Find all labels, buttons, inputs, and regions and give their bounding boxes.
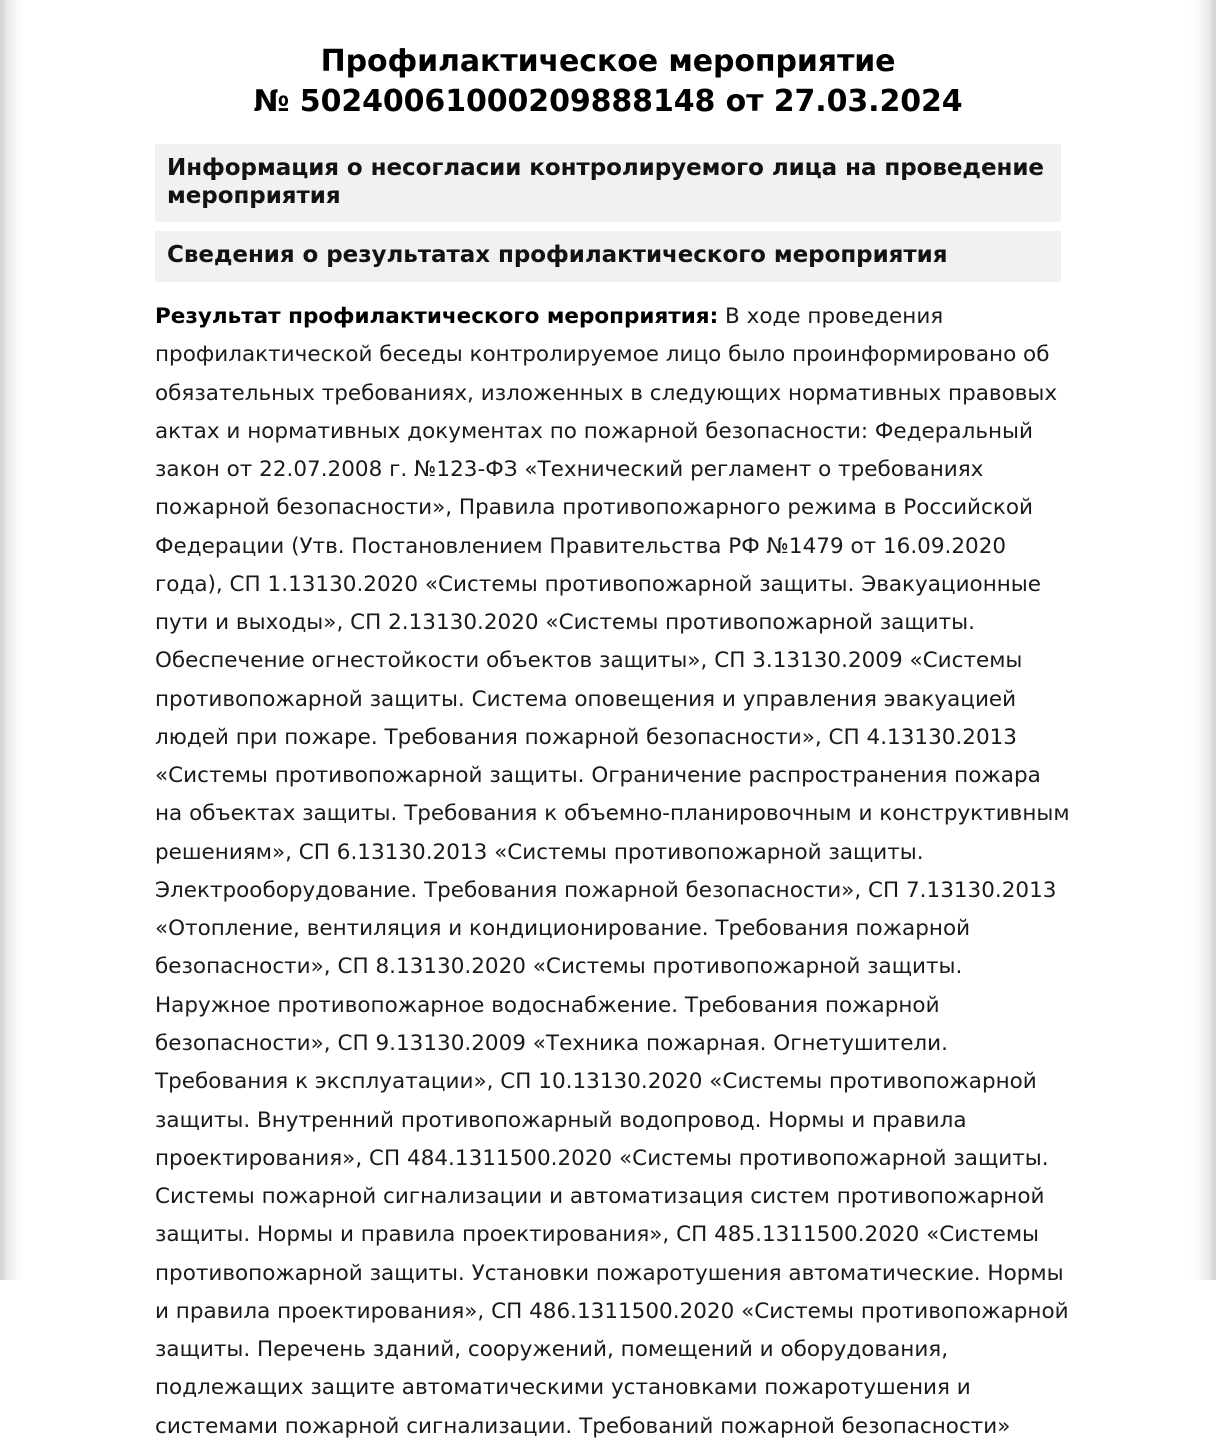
section-heading-disagreement-info: Информация о несогласии контролируемого лица на проведение мероприятия (155, 144, 1061, 222)
result-label: Результат профилактического мероприятия: (155, 303, 719, 329)
page-title-line-1: Профилактическое мероприятие (320, 44, 896, 79)
page-title-line-2: № 50240061000209888148 от 27.03.2024 (253, 83, 963, 119)
section-heading-results-info: Сведения о результатах профилактического мероприятия (155, 231, 1061, 282)
result-paragraph (155, 282, 1071, 1446)
result-text: В ходе проведения профилактической беседы контролируемое лицо было проинформировано об обязательных требованиях, изложенных в следующих нормативных правовых актах и нормативных документах по пожарной безопасности: Федеральный закон от 22.07.2008 г. №123-ФЗ «Технический регламент о требованиях пожарной безопасности», Правила противопожарного режима в Российской Федерации (Утв. Постановлением Правительства РФ №1479 от 16.09.2020 года), СП 1.13130.2020 «Системы противопожарной защиты. Эвакуационные пути и выходы», СП 2.13130.2020 «Системы противопожарной защиты. Обеспечение огнестойкости объектов защиты», СП 3.13130.2009 «Системы противопожарной защиты. Система оповещения и управления эвакуацией людей при пожаре. Требования пожарной безопасности», СП 4.13130.2013 «Системы противопожарной защиты. Ограничение распространения пожара на объектах защиты. Требования к объемно-планировочным и конструктивным решениям», СП 6.13130.2013 «Системы противопожарной защиты. Электрооборудование. Требования пожарной безопасности», СП 7.13130.2013 «Отопление, вентиляция и кондиционирование. Требования пожарной безопасности», СП 8.13130.2020 «Системы противопожарной защиты. Наружное противопожарное водоснабжение. Требования пожарной безопасности», СП 9.13130.2009 «Техника пожарная. Огнетушители. Требования к эксплуатации», СП 10.13130.2020 «Системы противопожарной защиты. Внутренний противопожарный водопровод. Нормы и правила проектирования», СП 484.1311500.2020 «Системы противопожарной защиты. Системы пожарной сигнализации и автоматизация систем противопожарной защиты. Нормы и правила проектирования», СП 485.1311500.2020 «Системы противопожарной защиты. Установки пожаротушения автоматические. Нормы и правила проектирования», СП 486.1311500.2020 «Системы противопожарной защиты. Перечень зданий, сооружений, помещений и оборудования, подлежащих защите автоматическими установками пожаротушения и системами пожарной сигнализации. Требований пожарной безопасности» (155, 303, 1070, 1439)
page-title (0, 0, 1216, 121)
